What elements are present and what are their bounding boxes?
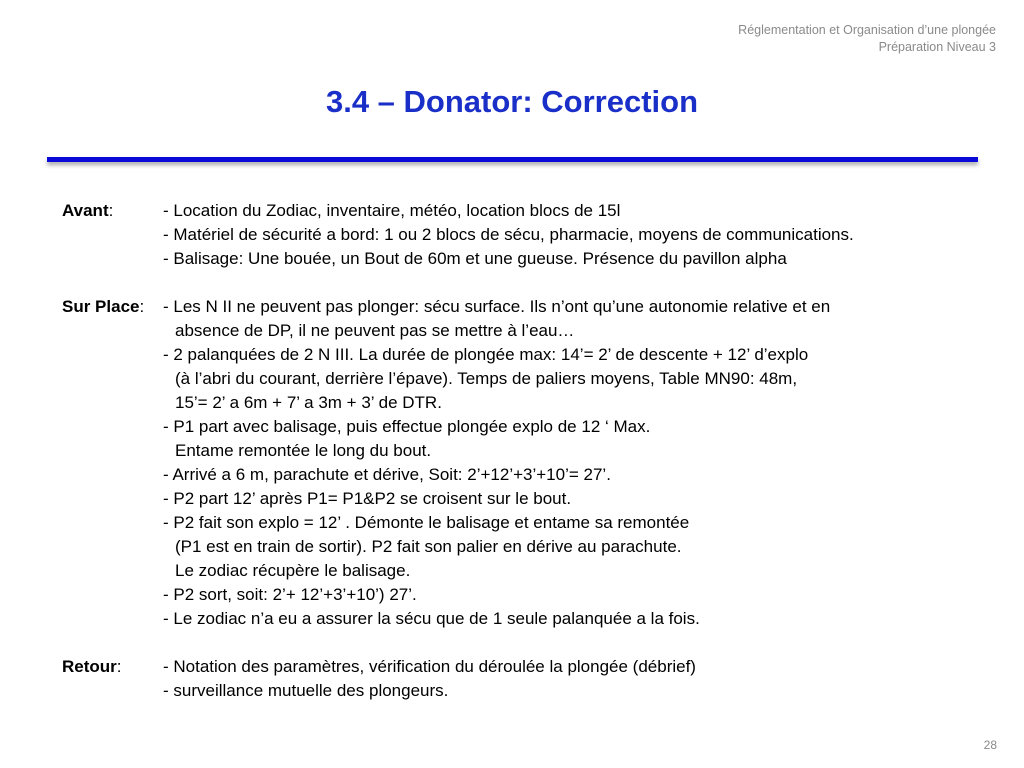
section-row [62, 295, 992, 319]
label-colon: : [116, 657, 122, 676]
section-label-retour [62, 655, 122, 679]
text-line: Entame remontée le long du bout. [175, 441, 432, 460]
text-line: - 2 palanquées de 2 N III. La durée de plongée max: 14’= 2’ de descente + 12’ d’explo [163, 345, 809, 364]
label-colon: : [139, 297, 145, 316]
text-line: - Balisage: Une bouée, un Bout de 60m et une gueuse. Présence du pavillon alpha [163, 249, 787, 268]
slide-title: 3.4 – Donator: Correction [325, 84, 699, 119]
text-line: - P1 part avec balisage, puis effectue plongée explo de 12 ‘ Max. [163, 417, 651, 436]
section-row [62, 199, 992, 223]
text-line: - Notation des paramètres, vérification du déroulée la plongée (débrief) [163, 657, 696, 676]
text-line: - P2 sort, soit: 2’+ 12’+3’+10’) 27’. [163, 585, 417, 604]
text-line: - Arrivé a 6 m, parachute et dérive, Soit: 2’+12’+3’+10’= 27’. [163, 465, 611, 484]
slide-content [62, 199, 992, 727]
section-label-text: Retour [62, 657, 117, 676]
section-sur-place [62, 295, 992, 631]
section-label-avant [62, 199, 113, 223]
text-line: Le zodiac récupère le balisage. [175, 561, 411, 580]
section-avant [62, 199, 992, 271]
section-row [62, 655, 992, 679]
header-note [738, 22, 996, 56]
label-colon: : [108, 201, 114, 220]
title-divider [47, 157, 978, 162]
text-line: - Location du Zodiac, inventaire, météo, location blocs de 15l [163, 201, 621, 220]
section-label-text: Avant [62, 201, 109, 220]
text-line: (à l’abri du courant, derrière l’épave). Temps de paliers moyens, Table MN90: 48m, [175, 369, 798, 388]
section-label-sur-place [62, 295, 144, 319]
text-line: - surveillance mutuelle des plongeurs. [163, 681, 449, 700]
text-line: - P2 fait son explo = 12’ . Démonte le balisage et entame sa remontée [163, 513, 690, 532]
text-line: absence de DP, il ne peuvent pas se mettre à l’eau… [175, 321, 575, 340]
section-label-text: Sur Place [62, 297, 140, 316]
text-line: (P1 est en train de sortir). P2 fait son palier en dérive au parachute. [175, 537, 682, 556]
header-line-2: Préparation Niveau 3 [878, 40, 996, 54]
text-line: - Matériel de sécurité a bord: 1 ou 2 blocs de sécu, pharmacie, moyens de communications. [163, 225, 854, 244]
text-line: - Les N II ne peuvent pas plonger: sécu surface. Ils n’ont qu’une autonomie relative et en [163, 297, 831, 316]
text-line: 15’= 2’ a 6m + 7’ a 3m + 3’ de DTR. [175, 393, 442, 412]
text-line: - P2 part 12’ après P1= P1&P2 se croisent sur le bout. [163, 489, 572, 508]
text-line: - Le zodiac n’a eu a assurer la sécu que de 1 seule palanquée a la fois. [163, 609, 700, 628]
header-line-1: Réglementation et Organisation d’une plongée [738, 23, 996, 37]
section-retour [62, 655, 992, 703]
page-number: 28 [983, 738, 997, 752]
